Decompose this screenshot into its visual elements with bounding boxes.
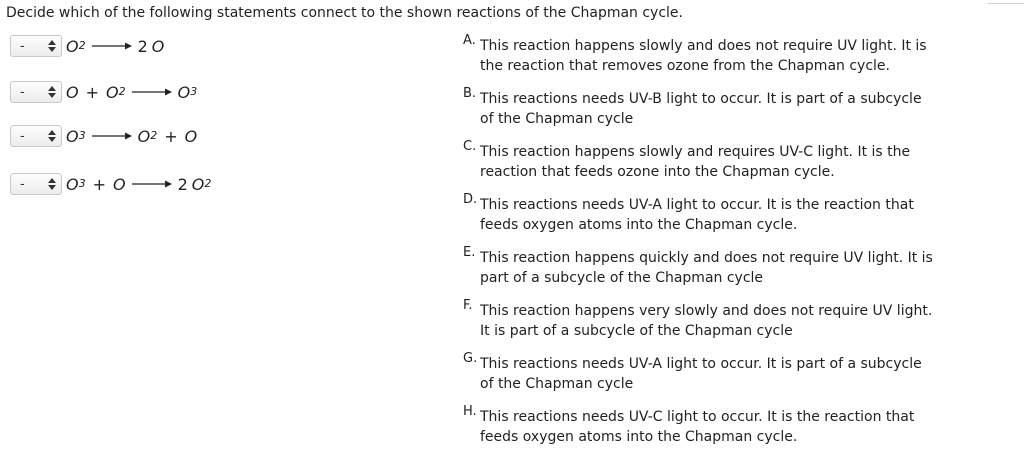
reaction-equation: O 3 + O 2 O 2 bbox=[66, 174, 212, 194]
statement-option bbox=[463, 139, 933, 182]
option-text: This reactions needs UV-A light to occur. It is the reaction that feeds oxygen atoms into the Chapman cycle. bbox=[480, 197, 914, 233]
species-symbol: O bbox=[151, 36, 165, 56]
coefficient: 2 bbox=[137, 36, 148, 56]
statement-option bbox=[463, 33, 933, 76]
option-letter: F. bbox=[463, 298, 473, 313]
select-updown-icon bbox=[48, 130, 56, 142]
plus-sign: + bbox=[92, 174, 106, 194]
reaction-arrow-icon bbox=[132, 87, 172, 97]
species-symbol: O bbox=[177, 82, 191, 102]
option-text: This reactions needs UV-B light to occur. It is part of a subcycle of the Chapman cycle bbox=[480, 91, 922, 127]
reaction-row bbox=[10, 172, 211, 196]
answer-select-2[interactable] bbox=[10, 81, 62, 103]
species-symbol: O bbox=[106, 82, 119, 102]
select-arrows bbox=[48, 130, 56, 142]
reaction-arrow-icon bbox=[132, 179, 172, 189]
statement-option bbox=[463, 351, 933, 394]
reaction-equation: O 3 O 2 + O bbox=[66, 126, 198, 146]
option-text: This reaction happens slowly and requires UV-C light. It is the reaction that feeds ozone into the Chapman cycle. bbox=[480, 144, 911, 180]
species-symbol: O bbox=[191, 174, 205, 194]
option-letter: D. bbox=[463, 192, 478, 207]
select-arrows bbox=[48, 40, 56, 52]
statement-option bbox=[463, 298, 933, 341]
option-text: This reaction happens slowly and does not require UV light. It is the reaction that removes ozone from the Chapman cycle. bbox=[480, 38, 927, 74]
species-symbol: O bbox=[66, 126, 79, 146]
reaction-equation: O + O 2 O 3 bbox=[66, 82, 198, 102]
select-value: - bbox=[20, 84, 25, 100]
plus-sign: + bbox=[164, 126, 178, 146]
window-edge-divider bbox=[988, 0, 1024, 4]
coefficient: 2 bbox=[177, 174, 188, 194]
option-text: This reaction happens quickly and does not require UV light. It is part of a subcycle of the Chapman cycle bbox=[480, 250, 933, 286]
reaction-equation: O 2 2 O bbox=[66, 36, 165, 56]
reaction-arrow-icon bbox=[92, 41, 132, 51]
reaction-row bbox=[10, 124, 197, 148]
species-symbol: O bbox=[66, 174, 79, 194]
reaction-arrow-icon bbox=[92, 131, 132, 141]
option-text: This reaction happens very slowly and does not require UV light. It is part of a subcycle of the Chapman cycle bbox=[480, 303, 933, 339]
answer-select-1[interactable] bbox=[10, 35, 62, 57]
select-updown-icon bbox=[48, 178, 56, 190]
species-symbol: O bbox=[66, 82, 79, 102]
statement-option bbox=[463, 404, 933, 447]
select-arrows bbox=[48, 86, 56, 98]
species-symbol: O bbox=[137, 126, 151, 146]
reaction-row bbox=[10, 34, 164, 58]
option-letter: G. bbox=[463, 351, 478, 366]
statement-option bbox=[463, 86, 933, 129]
option-letter: B. bbox=[463, 86, 477, 101]
select-value: - bbox=[20, 128, 25, 144]
reaction-row bbox=[10, 80, 197, 104]
option-letter: H. bbox=[463, 404, 477, 419]
select-arrows bbox=[48, 178, 56, 190]
select-value: - bbox=[20, 38, 25, 54]
select-updown-icon bbox=[48, 86, 56, 98]
option-letter: C. bbox=[463, 139, 477, 154]
plus-sign: + bbox=[85, 82, 99, 102]
question-prompt: Decide which of the following statements connect to the shown reactions of the Chapman cycle. bbox=[6, 5, 683, 21]
statement-option bbox=[463, 192, 933, 235]
species-symbol: O bbox=[184, 126, 198, 146]
option-letter: A. bbox=[463, 33, 476, 48]
option-text: This reactions needs UV-A light to occur. It is part of a subcycle of the Chapman cycle bbox=[480, 356, 922, 392]
select-updown-icon bbox=[48, 40, 56, 52]
option-letter: E. bbox=[463, 245, 476, 260]
answer-select-3[interactable] bbox=[10, 125, 62, 147]
species-symbol: O bbox=[66, 36, 79, 56]
answer-select-4[interactable] bbox=[10, 173, 62, 195]
species-symbol: O bbox=[113, 174, 126, 194]
select-value: - bbox=[20, 176, 25, 192]
option-text: This reactions needs UV-C light to occur. It is the reaction that feeds oxygen atoms into the Chapman cycle. bbox=[480, 409, 915, 445]
statement-option bbox=[463, 245, 933, 288]
